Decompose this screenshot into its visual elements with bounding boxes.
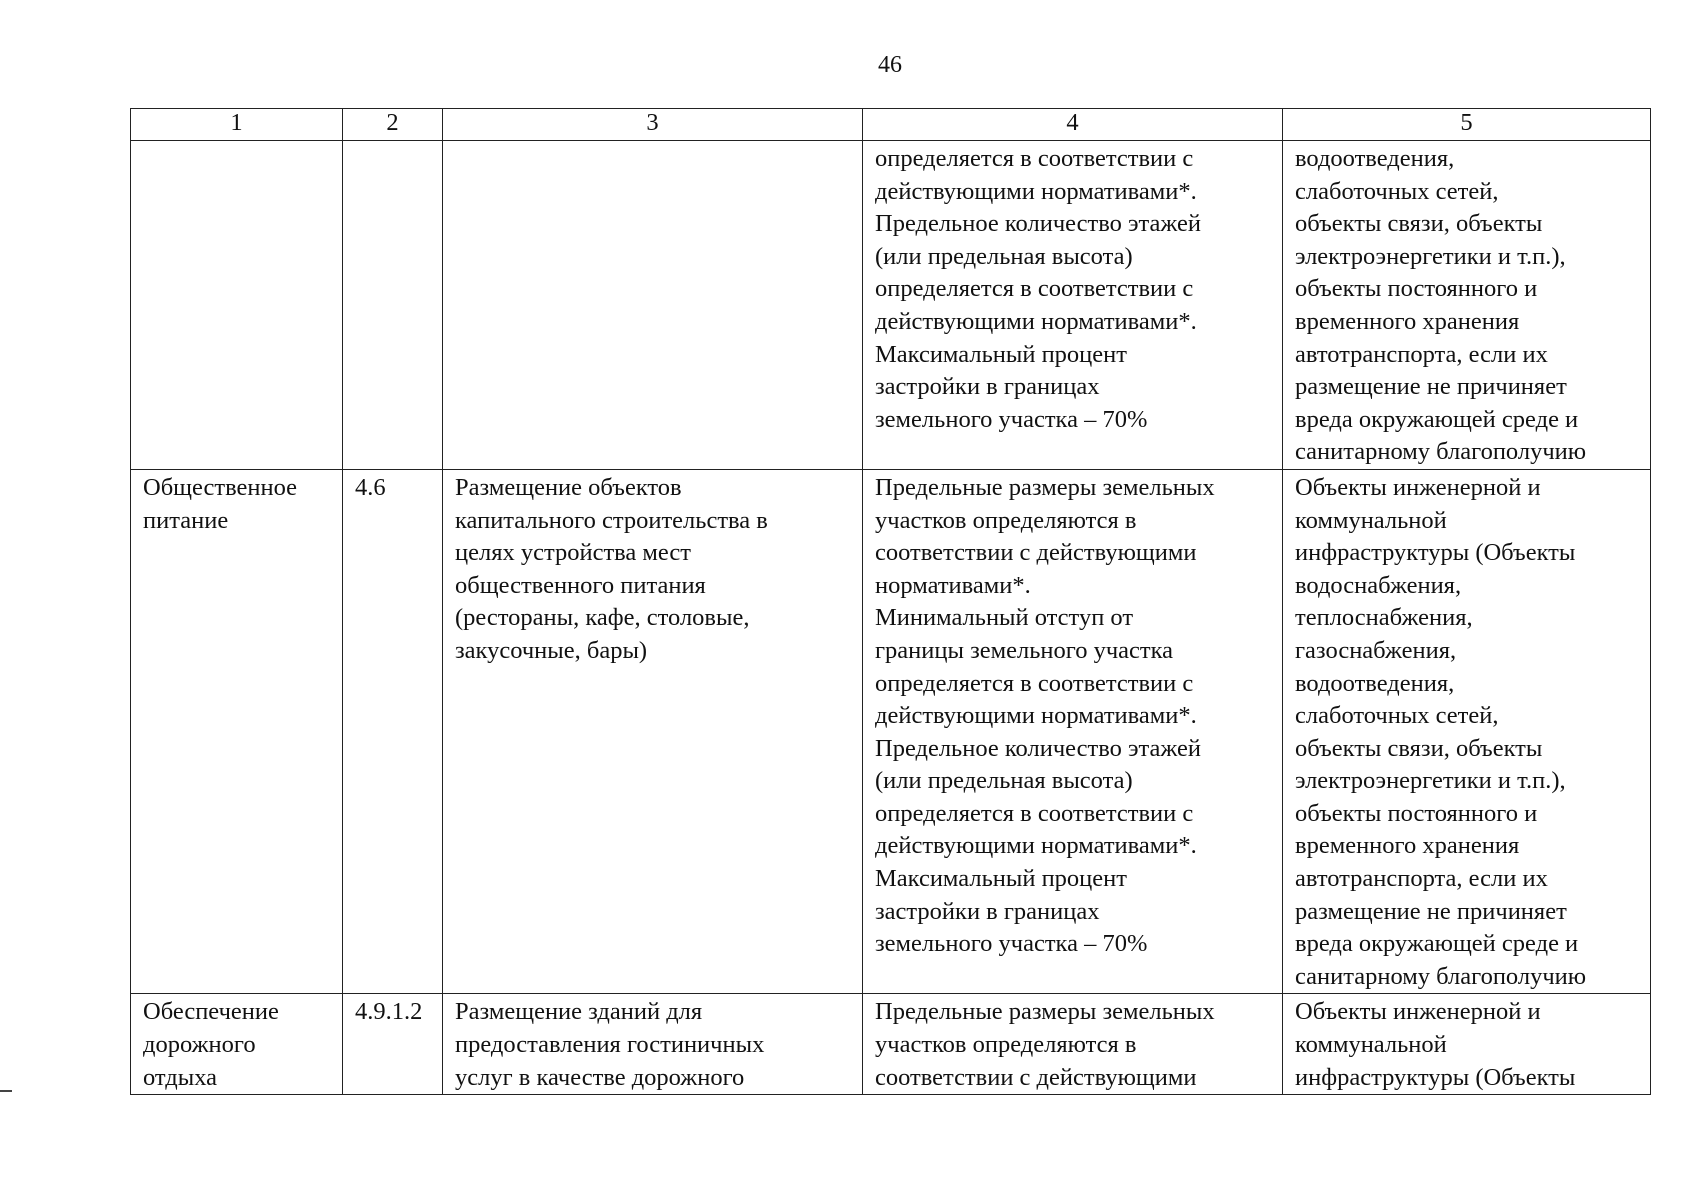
table-row-continuation [131, 141, 1651, 470]
cell-text-line: целях устройства мест [455, 539, 691, 567]
cell-text-line: соответствии с действующими [875, 1063, 1197, 1091]
cell-text-line: нормативами*. [875, 571, 1031, 599]
cell-text-line: коммунальной [1295, 1031, 1447, 1059]
table-cell-col-5 [1283, 141, 1651, 470]
table-cell-col-4 [863, 469, 1283, 994]
cell-text-line: Предельное количество этажей [875, 734, 1201, 762]
cell-text-line: санитарному благополучию [1295, 962, 1587, 990]
cell-text-line: Минимальный отступ от [875, 604, 1134, 632]
cell-text-line: действующими нормативами*. [875, 702, 1197, 730]
header-cell-1: 1 [131, 109, 343, 141]
cell-text-line: Объекты инженерной и [1295, 998, 1541, 1026]
cell-text-line: соответствии с действующими [875, 539, 1197, 567]
table-cell-col-3 [443, 469, 863, 994]
table-cell-col-5 [1283, 469, 1651, 994]
cell-text-line: размещение не причиняет [1295, 897, 1567, 925]
cell-text-line: электроэнергетики и т.п.), [1295, 242, 1566, 270]
cell-text-line: 4.9.1.2 [355, 998, 423, 1026]
cell-text-line: общественного питания [455, 571, 706, 599]
cell-text-line: автотранспорта, если их [1295, 865, 1548, 893]
cell-text-line: отдыха [143, 1063, 218, 1091]
table-cell-col-1 [131, 141, 343, 470]
cell-text-line: (или предельная высота) [875, 242, 1133, 270]
cell-text-line: закусочные, бары) [455, 636, 648, 664]
cell-text-line: объекты постоянного и [1295, 275, 1538, 303]
cell-text-line: (или предельная высота) [875, 767, 1133, 795]
cell-text-line: питание [143, 506, 229, 534]
cell-text-line: определяется в соответствии с [875, 799, 1194, 827]
cell-text-line: слаботочных сетей, [1295, 177, 1499, 205]
cell-text-line: Обеспечение [143, 998, 279, 1026]
table-row-public-catering [131, 469, 1651, 994]
cell-text-line: инфраструктуры (Объекты [1295, 539, 1576, 567]
header-cell-5: 5 [1283, 109, 1651, 141]
cell-text-line: участков определяются в [875, 506, 1137, 534]
table-cell-col-1 [131, 994, 343, 1095]
cell-text-line: определяется в соответствии с [875, 275, 1194, 303]
cell-text-line: (рестораны, кафе, столовые, [455, 604, 750, 632]
cell-text-line: электроэнергетики и т.п.), [1295, 767, 1566, 795]
table-cell-col-4 [863, 141, 1283, 470]
cell-text-line: газоснабжения, [1295, 636, 1457, 664]
cell-text-line: водоотведения, [1295, 669, 1455, 697]
table-cell-col-5 [1283, 994, 1651, 1095]
cell-text-line: инфраструктуры (Объекты [1295, 1063, 1576, 1091]
cell-text-line: объекты связи, объекты [1295, 734, 1543, 762]
cell-text-line: Общественное [143, 473, 298, 501]
cell-text-line: капитального строительства в [455, 506, 768, 534]
cell-text-line: застройки в границах [875, 897, 1100, 925]
table-cell-col-1 [131, 469, 343, 994]
cell-text-line: Предельные размеры земельных [875, 473, 1215, 501]
cell-text-line: земельного участка – 70% [875, 930, 1148, 958]
cell-text-line: участков определяются в [875, 1031, 1137, 1059]
cell-text-line: Предельное количество этажей [875, 210, 1201, 238]
cell-text-line: временного хранения [1295, 832, 1520, 860]
cell-text-line: Размещение зданий для [455, 998, 703, 1026]
table-cell-col-4 [863, 994, 1283, 1095]
header-cell-4: 4 [863, 109, 1283, 141]
cell-text-line: объекты связи, объекты [1295, 210, 1543, 238]
cell-text-line: Размещение объектов [455, 473, 682, 501]
cell-text-line: определяется в соответствии с [875, 669, 1194, 697]
page-number: 46 [878, 52, 902, 78]
table-cell-col-2 [343, 141, 443, 470]
cell-text-line: 4.6 [355, 473, 386, 501]
cell-text-line: размещение не причиняет [1295, 373, 1567, 401]
header-row [131, 109, 1651, 141]
cell-text-line: границы земельного участка [875, 636, 1174, 664]
cell-text-line: Максимальный процент [875, 865, 1127, 893]
table-cell-col-3 [443, 141, 863, 470]
cell-text-line: земельного участка – 70% [875, 405, 1148, 433]
cell-text-line: теплоснабжения, [1295, 604, 1473, 632]
cell-text-line: предоставления гостиничных [455, 1031, 765, 1059]
cell-text-line: действующими нормативами*. [875, 177, 1197, 205]
cell-text-line: действующими нормативами*. [875, 832, 1197, 860]
table-cell-col-3 [443, 994, 863, 1095]
cell-text-line: застройки в границах [875, 373, 1100, 401]
cell-text-line: услуг в качестве дорожного [455, 1063, 745, 1091]
cell-text-line: санитарному благополучию [1295, 438, 1587, 466]
cell-text-line: вреда окружающей среде и [1295, 405, 1579, 433]
cell-text-line: водоотведения, [1295, 145, 1455, 172]
cell-text-line: коммунальной [1295, 506, 1447, 534]
table-cell-col-2 [343, 469, 443, 994]
cell-text-line: автотранспорта, если их [1295, 340, 1548, 368]
cell-text-line: определяется в соответствии с [875, 145, 1194, 172]
cell-text-line: временного хранения [1295, 307, 1520, 335]
cell-text-line: объекты постоянного и [1295, 799, 1538, 827]
cell-text-line: водоснабжения, [1295, 571, 1462, 599]
cell-text-line: вреда окружающей среде и [1295, 930, 1579, 958]
header-cell-3: 3 [443, 109, 863, 141]
cell-text-line: дорожного [143, 1031, 256, 1059]
margin-mark [0, 1090, 12, 1092]
cell-text-line: Объекты инженерной и [1295, 473, 1541, 501]
table-cell-col-2 [343, 994, 443, 1095]
table-body [131, 109, 1651, 1095]
header-cell-2: 2 [343, 109, 443, 141]
cell-text-line: действующими нормативами*. [875, 307, 1197, 335]
cell-text-line: Предельные размеры земельных [875, 998, 1215, 1026]
cell-text-line: слаботочных сетей, [1295, 702, 1499, 730]
cell-text-line: Максимальный процент [875, 340, 1127, 368]
land-use-table [130, 108, 1651, 1095]
table-row-road-rest [131, 994, 1651, 1095]
